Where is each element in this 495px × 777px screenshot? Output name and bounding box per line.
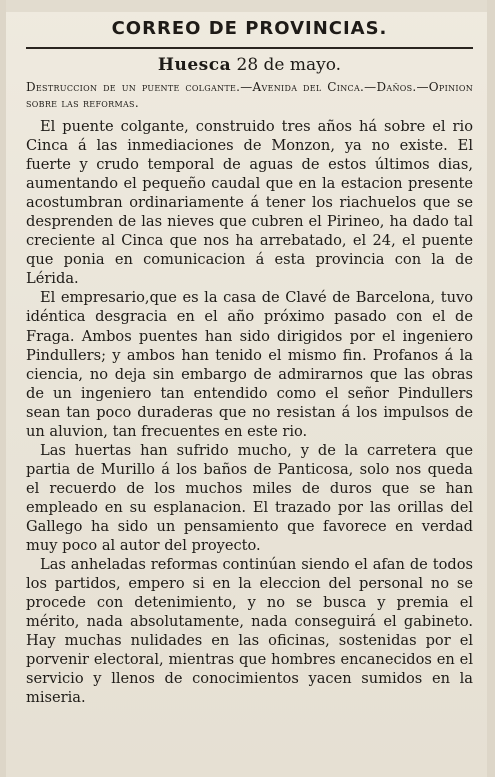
section-title: CORREO DE PROVINCIAS. xyxy=(111,18,388,39)
article-summary: Destruccion de un puente colgante.—Avenida del Cinca.—Daños.—Opinion sobre las reformas. xyxy=(26,80,473,110)
article-paragraph: Las anheladas reformas continúan siendo el afan de todos los partidos, empero si en la eleccion del personal no se procede con detenimiento, y no se busca y premia el mérito, nada absolutamente, nada conseguirá el gabineto. Hay muchas nulidades en las oficinas, sostenidas por el porvenir electoral, mientras que hombres encanecidos en el servicio y llenos de conocimientos yacen sumidos en la miseria. xyxy=(26,556,473,707)
article-body xyxy=(26,117,473,707)
bleed-through-strip xyxy=(0,0,495,12)
article-paragraph: Las huertas han sufrido mucho, y de la carretera que partia de Murillo á los baños de Panticosa, solo nos queda el recuerdo de los muchos miles de duros que se han empleado en su esplanacion. El trazado por las orillas del Gallego ha sido un pensamiento que favorece en verdad muy poco al autor del proyecto. xyxy=(26,441,473,555)
dateline-place: Huesca xyxy=(157,55,232,75)
dateline xyxy=(26,55,473,75)
article-paragraph: El puente colgante, construido tres años há sobre el rio Cinca á las inmediaciones de Monzon, ya no existe. El fuerte y crudo temporal de aguas de estos últimos dias, aumentando el pequeño caudal que en la estacion presente acostumbran ordinariamente á tener los riachuelos que se desprenden de las nieves que cubren el Pirineo, ha dado tal creciente al Cinca que nos ha arrebatado, el 24, el puente que ponia en comunicacion á esta provincia con la de Lérida. xyxy=(26,118,473,288)
article-paragraph: El empresario,que es la casa de Clavé de Barcelona, tuvo idéntica desgracia en el año próximo pasado con el de Fraga. Ambos puentes han sido dirigidos por el ingeniero Pindullers; y ambos han tenido el mismo fin. Profanos á la ciencia, no deja sin embargo de admirarnos que las obras de un ingeniero tan entendido como el señor Pindullers sean tan poco duraderas que no resistan á los impulsos de un aluvion, tan frecuentes en este rio. xyxy=(26,289,473,440)
left-page-edge xyxy=(0,0,6,777)
title-rule xyxy=(26,47,473,49)
right-page-edge xyxy=(487,0,495,777)
dateline-date: 28 de mayo. xyxy=(236,55,342,75)
